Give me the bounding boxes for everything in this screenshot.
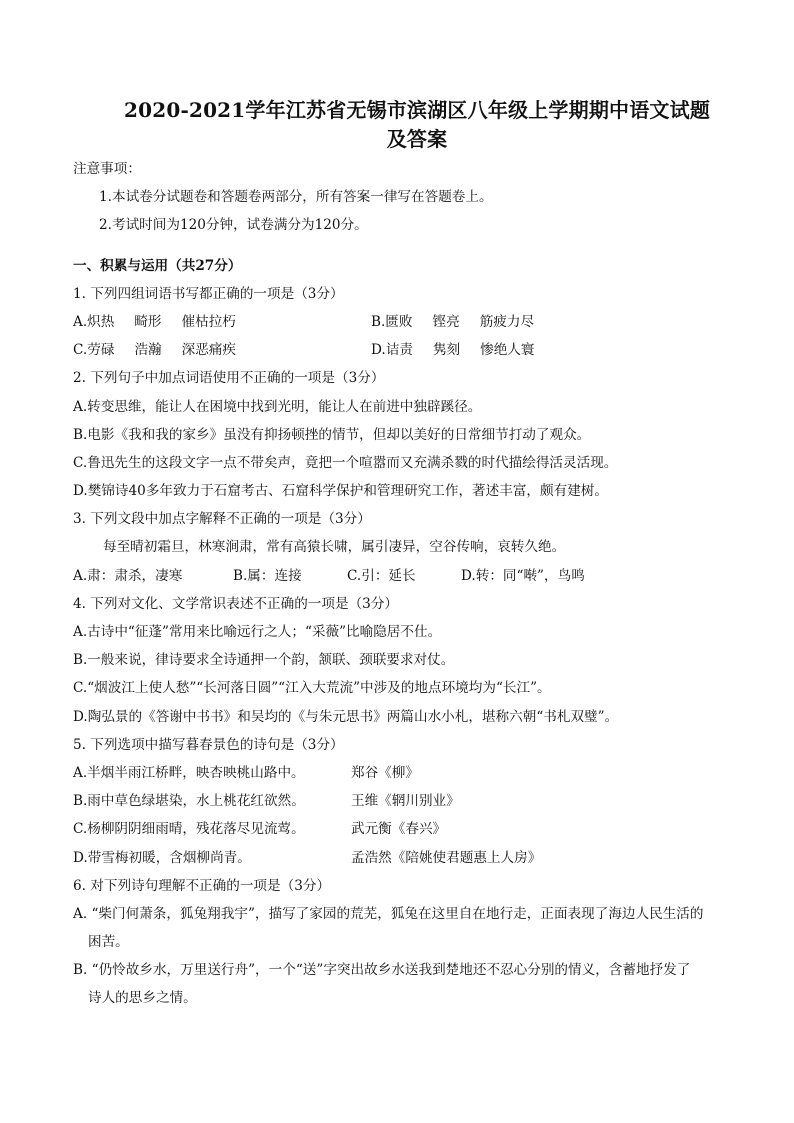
q1-b-word-3: 筋疲力尽 — [479, 313, 535, 330]
section-heading: 一、积累与运用（共27分） — [73, 257, 242, 274]
question-6-option-a-line-1: A. “柴门何萧条，狐兔翔我宇”，描写了家园的荒芜，狐兔在这里自在地行走，正面表现了海边人民生活的 — [73, 905, 704, 922]
notice-heading: 注意事项： — [73, 161, 141, 177]
question-2-option-d: D.樊锦诗40多年致力于石窟考古、石窟科学保护和管理研究工作，著述丰富，颇有建树。 — [73, 483, 608, 500]
question-2-stem: 2. 下列句子中加点词语使用不正确的一项是（3分） — [73, 370, 385, 387]
q5-d-text: D.带雪梅初暖，含烟柳尚青。 — [73, 849, 251, 866]
question-4-option-b: B.一般来说，律诗要求全诗通押一个韵，颔联、颈联要求对仗。 — [73, 652, 455, 669]
q5-a-text: A.半烟半雨江桥畔，映杏映桃山路中。 — [73, 764, 305, 781]
question-5-option-c — [73, 815, 736, 843]
question-6-stem: 6. 对下列诗句理解不正确的一项是（3分） — [73, 877, 331, 894]
question-4-option-d: D.陶弘景的《答谢中书书》和吴均的《与朱元思书》两篇山水小札，堪称六朝“书札双璧”。 — [73, 708, 619, 725]
q5-d-source: 孟浩然《陪姚使君题惠上人房》 — [351, 849, 542, 866]
q1-c-word-3: 深恶痛疾 — [181, 342, 236, 359]
q5-b-text: B.雨中草色绿堪染，水上桃花红欲然。 — [73, 793, 305, 810]
question-3-stem: 3. 下列文段中加点字解释不正确的一项是（3分） — [73, 511, 371, 528]
q1-a-word-3: 催枯拉朽 — [181, 313, 236, 330]
document-body — [73, 155, 736, 1013]
q1-c-word-1: C.劳碌 — [73, 342, 115, 359]
q1-d-word-3: 惨绝人寰 — [480, 342, 535, 359]
question-6-option-a-line-2: 困苦。 — [88, 934, 129, 951]
question-1-option-c — [73, 336, 371, 364]
notice-item-2: 2.考试时间为120分钟，试卷满分为120分。 — [99, 217, 368, 234]
question-3-option-b: B.属：连接 — [233, 567, 302, 584]
title-line-1: 2020-2021学年江苏省无锡市滨湖区八年级上学期期中语文试题 — [123, 98, 711, 122]
q5-c-text: C.杨柳阴阴细雨晴，残花落尽见流莺。 — [73, 821, 305, 838]
question-2-option-b: B.电影《我和我的家乡》虽没有抑扬顿挫的情节，但却以美好的日常细节打动了观众。 — [73, 426, 591, 443]
q5-a-source: 郑谷《柳》 — [351, 764, 419, 781]
question-2-option-a: A.转变思维，能让人在困境中找到光明，能让人在前进中独辟蹊径。 — [73, 398, 482, 415]
question-6-option-b-line-1: B. “仍怜故乡水，万里送行舟”，一个“送”字突出故乡水送我到楚地还不忍心分别的情义，含蓄地抒发了 — [73, 962, 691, 979]
title-line-2: 及答案 — [386, 127, 448, 151]
question-5-option-b — [73, 787, 736, 815]
question-4-option-c: C.“烟波江上使人愁”“长河落日圆”“江入大荒流”中涉及的地点环境均为“长江”。 — [73, 680, 551, 697]
question-1-stem: 1. 下列四组词语书写都正确的一项是（3分） — [73, 285, 344, 302]
q1-b-word-1: B.匮败 — [371, 313, 413, 330]
question-1-row-2 — [73, 336, 736, 364]
notice-item-1: 1.本试卷分试题卷和答题卷两部分，所有答案一律写在答题卷上。 — [99, 189, 493, 206]
q1-a-word-2: 畸形 — [134, 313, 162, 330]
q1-c-word-2: 浩瀚 — [134, 342, 162, 359]
question-3-passage: 每至晴初霜旦，林寒涧肃，常有高猿长啸，属引凄异，空谷传响，哀转久绝。 — [103, 539, 566, 556]
question-3-option-a: A.肃：肃杀，凄寒 — [73, 567, 183, 584]
question-5-option-d — [73, 844, 736, 872]
question-1-option-b — [371, 308, 669, 336]
q5-c-source: 武元衡《春兴》 — [351, 821, 447, 838]
question-4-stem: 4. 下列对文化、文学常识表述不正确的一项是（3分） — [73, 595, 399, 612]
question-1-row-1 — [73, 308, 736, 336]
question-5-option-a — [73, 759, 736, 787]
q1-d-word-2: 隽刻 — [432, 342, 461, 359]
q5-b-source: 王维《辋川别业》 — [351, 793, 460, 810]
question-4-option-a: A.古诗中“征蓬”常用来比喻远行之人；“采薇”比喻隐居不仕。 — [73, 624, 442, 640]
question-1-option-d — [371, 336, 669, 364]
question-3-options — [73, 562, 736, 590]
q1-a-word-1: A.炽热 — [73, 313, 115, 330]
question-1-option-a — [73, 308, 371, 336]
question-6-option-b-line-2: 诗人的思乡之情。 — [88, 990, 197, 1007]
document-title — [100, 96, 734, 154]
question-2-option-c: C.鲁迅先生的这段文字一点不带矣声，竟把一个喧嚣而又充满杀戮的时代描绘得活灵活现。 — [73, 454, 618, 471]
q1-b-word-2: 铿亮 — [432, 313, 460, 330]
question-3-option-d: D.转：同“啭”，鸟鸣 — [461, 567, 585, 584]
question-5-stem: 5. 下列选项中描写暮春景色的诗句是（3分） — [73, 736, 344, 753]
q1-d-word-1: D.诘责 — [371, 342, 413, 359]
question-3-option-c: C.引：延长 — [347, 567, 416, 584]
